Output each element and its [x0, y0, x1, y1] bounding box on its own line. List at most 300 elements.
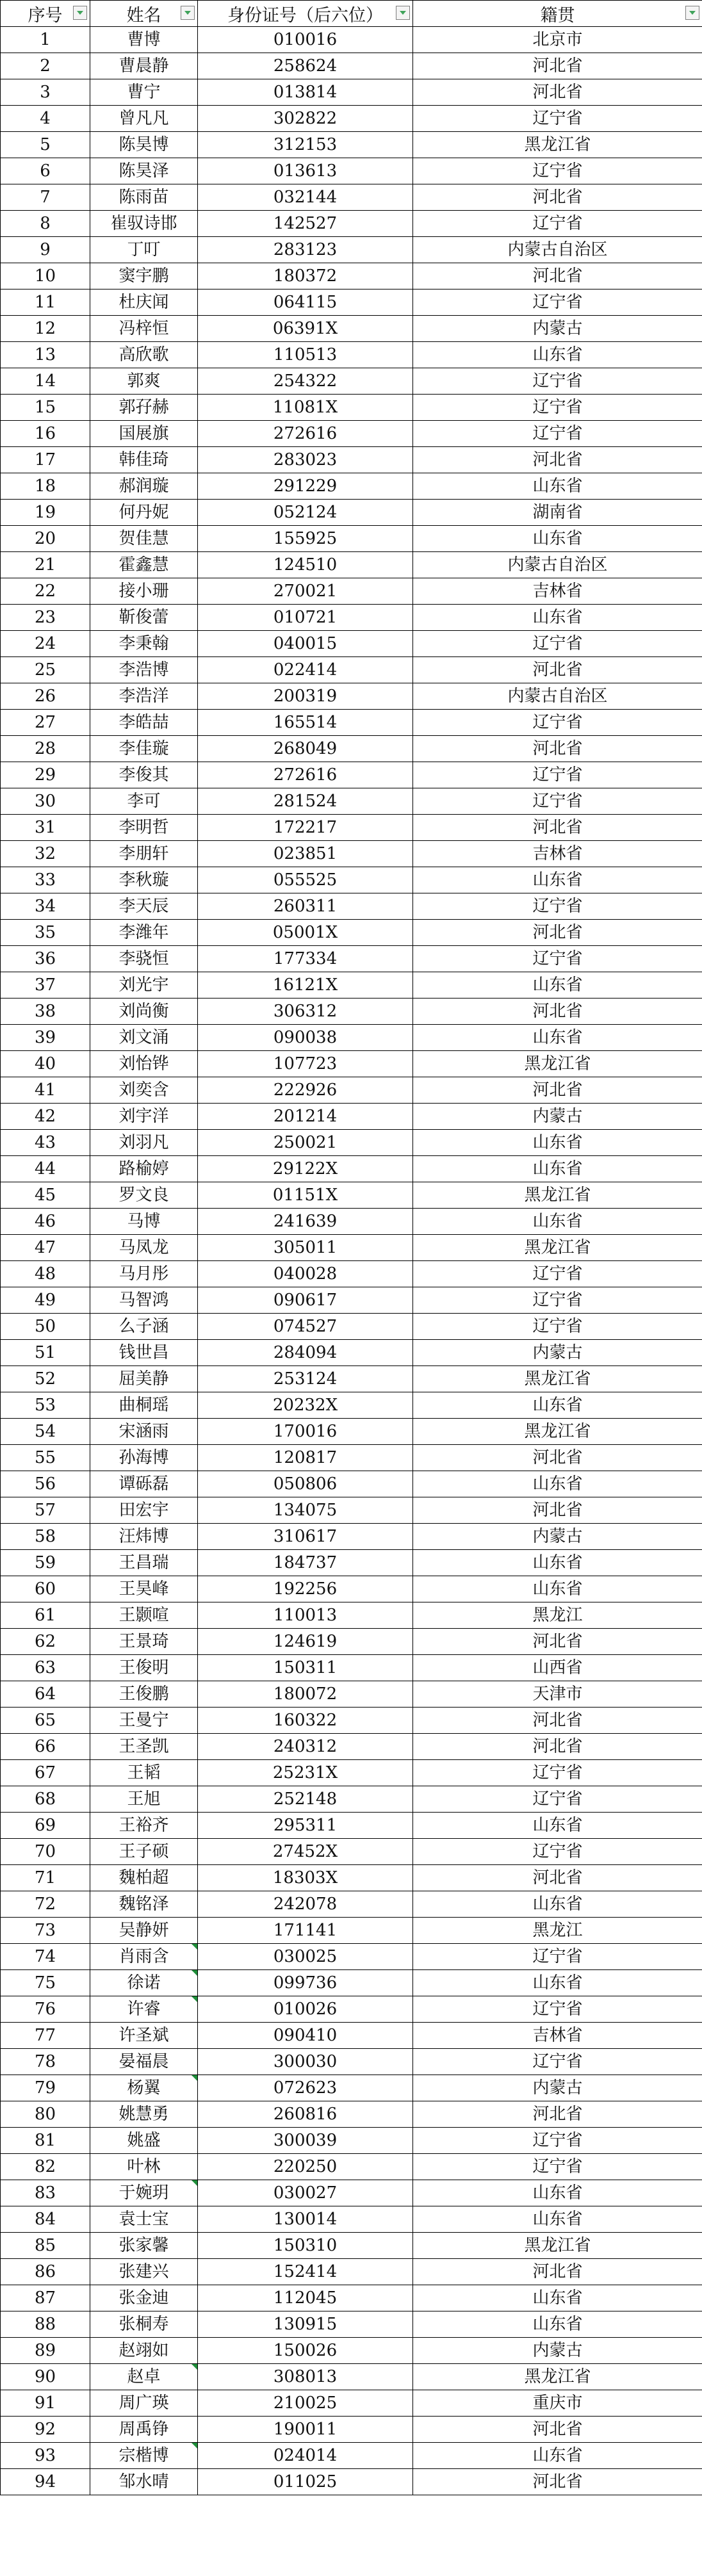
- cell-id[interactable]: [198, 1261, 413, 1287]
- cell-index[interactable]: [1, 1497, 90, 1524]
- cell-index[interactable]: [1, 1576, 90, 1602]
- cell-id[interactable]: [198, 657, 413, 683]
- cell-name[interactable]: [90, 1392, 198, 1419]
- cell-origin[interactable]: [413, 132, 702, 158]
- cell-id[interactable]: [198, 631, 413, 657]
- cell-index[interactable]: [1, 683, 90, 710]
- cell-index[interactable]: [1, 79, 90, 106]
- cell-index[interactable]: [1, 106, 90, 132]
- cell-origin[interactable]: [413, 1891, 702, 1918]
- cell-origin[interactable]: [413, 2101, 702, 2128]
- cell-index[interactable]: [1, 1235, 90, 1261]
- cell-name[interactable]: [90, 2469, 198, 2495]
- cell-name[interactable]: [90, 2311, 198, 2338]
- cell-origin[interactable]: [413, 1839, 702, 1865]
- cell-origin[interactable]: [413, 788, 702, 815]
- cell-id[interactable]: [198, 788, 413, 815]
- cell-index[interactable]: [1, 1392, 90, 1419]
- cell-name[interactable]: [90, 1891, 198, 1918]
- cell-id[interactable]: [198, 1996, 413, 2023]
- cell-name[interactable]: [90, 1182, 198, 1209]
- cell-origin[interactable]: [413, 2338, 702, 2364]
- cell-id[interactable]: [198, 1392, 413, 1419]
- cell-id[interactable]: [198, 1865, 413, 1891]
- cell-name[interactable]: [90, 2101, 198, 2128]
- cell-origin[interactable]: [413, 184, 702, 211]
- cell-origin[interactable]: [413, 1471, 702, 1497]
- cell-id[interactable]: [198, 2101, 413, 2128]
- cell-index[interactable]: [1, 2259, 90, 2285]
- cell-id[interactable]: [198, 1287, 413, 1314]
- cell-id[interactable]: [198, 2154, 413, 2180]
- cell-name[interactable]: [90, 788, 198, 815]
- cell-origin[interactable]: [413, 2364, 702, 2390]
- cell-id[interactable]: [198, 2443, 413, 2469]
- cell-index[interactable]: [1, 1839, 90, 1865]
- cell-id[interactable]: [198, 1419, 413, 1445]
- cell-id[interactable]: [198, 1734, 413, 1760]
- cell-origin[interactable]: [413, 395, 702, 421]
- cell-id[interactable]: [198, 920, 413, 946]
- cell-index[interactable]: [1, 2285, 90, 2311]
- cell-origin[interactable]: [413, 1524, 702, 1550]
- cell-name[interactable]: [90, 526, 198, 552]
- cell-id[interactable]: [198, 1051, 413, 1077]
- cell-id[interactable]: [198, 526, 413, 552]
- cell-origin[interactable]: [413, 2180, 702, 2206]
- cell-name[interactable]: [90, 27, 198, 53]
- cell-id[interactable]: [198, 762, 413, 788]
- cell-name[interactable]: [90, 316, 198, 342]
- cell-index[interactable]: [1, 2364, 90, 2390]
- cell-index[interactable]: [1, 920, 90, 946]
- cell-name[interactable]: [90, 1419, 198, 1445]
- cell-origin[interactable]: [413, 1025, 702, 1051]
- cell-name[interactable]: [90, 2390, 198, 2417]
- cell-origin[interactable]: [413, 999, 702, 1025]
- cell-name[interactable]: [90, 2075, 198, 2101]
- cell-origin[interactable]: [413, 1550, 702, 1576]
- cell-index[interactable]: [1, 263, 90, 289]
- cell-origin[interactable]: [413, 2285, 702, 2311]
- cell-origin[interactable]: [413, 1077, 702, 1104]
- cell-id[interactable]: [198, 447, 413, 473]
- cell-origin[interactable]: [413, 946, 702, 972]
- cell-index[interactable]: [1, 158, 90, 184]
- cell-name[interactable]: [90, 1104, 198, 1130]
- cell-id[interactable]: [198, 1629, 413, 1655]
- cell-name[interactable]: [90, 631, 198, 657]
- cell-id[interactable]: [198, 473, 413, 500]
- cell-id[interactable]: [198, 1077, 413, 1104]
- cell-name[interactable]: [90, 1051, 198, 1077]
- cell-id[interactable]: [198, 2417, 413, 2443]
- cell-origin[interactable]: [413, 27, 702, 53]
- cell-name[interactable]: [90, 106, 198, 132]
- cell-index[interactable]: [1, 1471, 90, 1497]
- cell-name[interactable]: [90, 1025, 198, 1051]
- cell-id[interactable]: [198, 1813, 413, 1839]
- cell-origin[interactable]: [413, 1865, 702, 1891]
- cell-origin[interactable]: [413, 972, 702, 999]
- cell-id[interactable]: [198, 2049, 413, 2075]
- cell-id[interactable]: [198, 841, 413, 867]
- cell-name[interactable]: [90, 1655, 198, 1681]
- cell-index[interactable]: [1, 1708, 90, 1734]
- cell-name[interactable]: [90, 2180, 198, 2206]
- cell-id[interactable]: [198, 2311, 413, 2338]
- cell-index[interactable]: [1, 1970, 90, 1996]
- cell-name[interactable]: [90, 2443, 198, 2469]
- cell-name[interactable]: [90, 500, 198, 526]
- cell-index[interactable]: [1, 893, 90, 920]
- cell-index[interactable]: [1, 657, 90, 683]
- cell-index[interactable]: [1, 946, 90, 972]
- cell-origin[interactable]: [413, 1970, 702, 1996]
- cell-index[interactable]: [1, 1340, 90, 1366]
- cell-id[interactable]: [198, 184, 413, 211]
- cell-id[interactable]: [198, 1681, 413, 1708]
- cell-index[interactable]: [1, 421, 90, 447]
- cell-origin[interactable]: [413, 2049, 702, 2075]
- cell-index[interactable]: [1, 2469, 90, 2495]
- cell-origin[interactable]: [413, 631, 702, 657]
- cell-name[interactable]: [90, 211, 198, 237]
- cell-index[interactable]: [1, 1865, 90, 1891]
- cell-origin[interactable]: [413, 1918, 702, 1944]
- cell-id[interactable]: [198, 53, 413, 79]
- cell-index[interactable]: [1, 1261, 90, 1287]
- cell-id[interactable]: [198, 2390, 413, 2417]
- cell-name[interactable]: [90, 946, 198, 972]
- cell-origin[interactable]: [413, 1786, 702, 1813]
- cell-index[interactable]: [1, 1629, 90, 1655]
- cell-origin[interactable]: [413, 710, 702, 736]
- cell-name[interactable]: [90, 368, 198, 395]
- cell-name[interactable]: [90, 1077, 198, 1104]
- cell-origin[interactable]: [413, 421, 702, 447]
- cell-name[interactable]: [90, 1918, 198, 1944]
- cell-id[interactable]: [198, 946, 413, 972]
- cell-index[interactable]: [1, 2128, 90, 2154]
- cell-id[interactable]: [198, 2469, 413, 2495]
- cell-origin[interactable]: [413, 1366, 702, 1392]
- cell-origin[interactable]: [413, 289, 702, 316]
- cell-index[interactable]: [1, 1681, 90, 1708]
- cell-id[interactable]: [198, 1471, 413, 1497]
- cell-origin[interactable]: [413, 2023, 702, 2049]
- cell-index[interactable]: [1, 2154, 90, 2180]
- cell-origin[interactable]: [413, 79, 702, 106]
- cell-origin[interactable]: [413, 2443, 702, 2469]
- cell-id[interactable]: [198, 1235, 413, 1261]
- cell-index[interactable]: [1, 132, 90, 158]
- cell-name[interactable]: [90, 1497, 198, 1524]
- cell-id[interactable]: [198, 1445, 413, 1471]
- cell-name[interactable]: [90, 1524, 198, 1550]
- cell-origin[interactable]: [413, 1261, 702, 1287]
- cell-origin[interactable]: [413, 2154, 702, 2180]
- cell-origin[interactable]: [413, 1235, 702, 1261]
- cell-id[interactable]: [198, 1314, 413, 1340]
- cell-id[interactable]: [198, 1104, 413, 1130]
- cell-id[interactable]: [198, 2233, 413, 2259]
- cell-id[interactable]: [198, 1182, 413, 1209]
- cell-index[interactable]: [1, 2338, 90, 2364]
- cell-name[interactable]: [90, 447, 198, 473]
- cell-id[interactable]: [198, 2023, 413, 2049]
- cell-id[interactable]: [198, 158, 413, 184]
- cell-id[interactable]: [198, 1497, 413, 1524]
- cell-index[interactable]: [1, 1734, 90, 1760]
- cell-name[interactable]: [90, 1366, 198, 1392]
- cell-name[interactable]: [90, 920, 198, 946]
- cell-origin[interactable]: [413, 2469, 702, 2495]
- cell-index[interactable]: [1, 53, 90, 79]
- cell-id[interactable]: [198, 552, 413, 578]
- cell-id[interactable]: [198, 893, 413, 920]
- cell-origin[interactable]: [413, 1209, 702, 1235]
- cell-name[interactable]: [90, 184, 198, 211]
- cell-index[interactable]: [1, 2311, 90, 2338]
- cell-origin[interactable]: [413, 500, 702, 526]
- cell-origin[interactable]: [413, 53, 702, 79]
- cell-name[interactable]: [90, 972, 198, 999]
- cell-name[interactable]: [90, 736, 198, 762]
- cell-index[interactable]: [1, 1655, 90, 1681]
- cell-index[interactable]: [1, 710, 90, 736]
- cell-origin[interactable]: [413, 552, 702, 578]
- cell-name[interactable]: [90, 1681, 198, 1708]
- cell-name[interactable]: [90, 342, 198, 368]
- cell-index[interactable]: [1, 342, 90, 368]
- cell-name[interactable]: [90, 1130, 198, 1156]
- cell-origin[interactable]: [413, 1419, 702, 1445]
- cell-origin[interactable]: [413, 158, 702, 184]
- cell-name[interactable]: [90, 1235, 198, 1261]
- cell-id[interactable]: [198, 1340, 413, 1366]
- cell-index[interactable]: [1, 2390, 90, 2417]
- cell-origin[interactable]: [413, 526, 702, 552]
- cell-name[interactable]: [90, 999, 198, 1025]
- cell-id[interactable]: [198, 1209, 413, 1235]
- cell-index[interactable]: [1, 289, 90, 316]
- cell-origin[interactable]: [413, 1813, 702, 1839]
- cell-index[interactable]: [1, 2049, 90, 2075]
- cell-index[interactable]: [1, 473, 90, 500]
- cell-name[interactable]: [90, 2364, 198, 2390]
- cell-id[interactable]: [198, 27, 413, 53]
- cell-index[interactable]: [1, 368, 90, 395]
- cell-name[interactable]: [90, 762, 198, 788]
- cell-origin[interactable]: [413, 762, 702, 788]
- cell-name[interactable]: [90, 421, 198, 447]
- cell-origin[interactable]: [413, 1051, 702, 1077]
- cell-origin[interactable]: [413, 1996, 702, 2023]
- cell-origin[interactable]: [413, 605, 702, 631]
- cell-name[interactable]: [90, 1786, 198, 1813]
- cell-name[interactable]: [90, 1865, 198, 1891]
- cell-name[interactable]: [90, 1813, 198, 1839]
- cell-index[interactable]: [1, 526, 90, 552]
- cell-name[interactable]: [90, 1734, 198, 1760]
- cell-id[interactable]: [198, 1944, 413, 1970]
- cell-name[interactable]: [90, 552, 198, 578]
- cell-name[interactable]: [90, 657, 198, 683]
- cell-index[interactable]: [1, 1524, 90, 1550]
- cell-index[interactable]: [1, 578, 90, 605]
- cell-id[interactable]: [198, 1130, 413, 1156]
- cell-origin[interactable]: [413, 2206, 702, 2233]
- cell-name[interactable]: [90, 53, 198, 79]
- cell-name[interactable]: [90, 79, 198, 106]
- cell-index[interactable]: [1, 867, 90, 893]
- cell-name[interactable]: [90, 2338, 198, 2364]
- cell-id[interactable]: [198, 736, 413, 762]
- cell-origin[interactable]: [413, 1156, 702, 1182]
- cell-index[interactable]: [1, 316, 90, 342]
- cell-name[interactable]: [90, 1970, 198, 1996]
- cell-origin[interactable]: [413, 815, 702, 841]
- cell-id[interactable]: [198, 106, 413, 132]
- cell-index[interactable]: [1, 788, 90, 815]
- cell-origin[interactable]: [413, 1497, 702, 1524]
- cell-index[interactable]: [1, 1602, 90, 1629]
- cell-origin[interactable]: [413, 2233, 702, 2259]
- cell-name[interactable]: [90, 1209, 198, 1235]
- cell-index[interactable]: [1, 2101, 90, 2128]
- cell-name[interactable]: [90, 1445, 198, 1471]
- cell-name[interactable]: [90, 289, 198, 316]
- cell-index[interactable]: [1, 395, 90, 421]
- cell-origin[interactable]: [413, 368, 702, 395]
- cell-index[interactable]: [1, 1051, 90, 1077]
- cell-index[interactable]: [1, 1419, 90, 1445]
- cell-id[interactable]: [198, 1602, 413, 1629]
- cell-origin[interactable]: [413, 2128, 702, 2154]
- cell-id[interactable]: [198, 710, 413, 736]
- cell-index[interactable]: [1, 1944, 90, 1970]
- cell-origin[interactable]: [413, 2259, 702, 2285]
- cell-name[interactable]: [90, 1156, 198, 1182]
- cell-id[interactable]: [198, 1576, 413, 1602]
- cell-origin[interactable]: [413, 1314, 702, 1340]
- cell-id[interactable]: [198, 316, 413, 342]
- cell-origin[interactable]: [413, 736, 702, 762]
- cell-index[interactable]: [1, 500, 90, 526]
- cell-name[interactable]: [90, 1602, 198, 1629]
- cell-index[interactable]: [1, 27, 90, 53]
- cell-id[interactable]: [198, 2364, 413, 2390]
- cell-id[interactable]: [198, 289, 413, 316]
- cell-name[interactable]: [90, 893, 198, 920]
- cell-id[interactable]: [198, 1366, 413, 1392]
- cell-index[interactable]: [1, 1918, 90, 1944]
- cell-index[interactable]: [1, 1209, 90, 1235]
- cell-index[interactable]: [1, 552, 90, 578]
- cell-name[interactable]: [90, 815, 198, 841]
- cell-origin[interactable]: [413, 2417, 702, 2443]
- cell-id[interactable]: [198, 683, 413, 710]
- cell-index[interactable]: [1, 2233, 90, 2259]
- filter-dropdown-icon[interactable]: [396, 6, 410, 20]
- cell-name[interactable]: [90, 710, 198, 736]
- cell-origin[interactable]: [413, 211, 702, 237]
- cell-origin[interactable]: [413, 841, 702, 867]
- cell-name[interactable]: [90, 1550, 198, 1576]
- cell-id[interactable]: [198, 815, 413, 841]
- cell-name[interactable]: [90, 2417, 198, 2443]
- cell-index[interactable]: [1, 1996, 90, 2023]
- cell-id[interactable]: [198, 263, 413, 289]
- cell-name[interactable]: [90, 2023, 198, 2049]
- cell-origin[interactable]: [413, 1392, 702, 1419]
- cell-name[interactable]: [90, 1340, 198, 1366]
- cell-name[interactable]: [90, 1996, 198, 2023]
- cell-name[interactable]: [90, 867, 198, 893]
- cell-id[interactable]: [198, 1786, 413, 1813]
- cell-index[interactable]: [1, 1550, 90, 1576]
- cell-index[interactable]: [1, 447, 90, 473]
- cell-name[interactable]: [90, 2285, 198, 2311]
- cell-id[interactable]: [198, 605, 413, 631]
- cell-origin[interactable]: [413, 1734, 702, 1760]
- cell-origin[interactable]: [413, 1629, 702, 1655]
- cell-name[interactable]: [90, 605, 198, 631]
- cell-name[interactable]: [90, 1576, 198, 1602]
- cell-id[interactable]: [198, 972, 413, 999]
- cell-name[interactable]: [90, 263, 198, 289]
- cell-name[interactable]: [90, 2154, 198, 2180]
- cell-origin[interactable]: [413, 1655, 702, 1681]
- cell-name[interactable]: [90, 1261, 198, 1287]
- cell-origin[interactable]: [413, 1576, 702, 1602]
- cell-origin[interactable]: [413, 1104, 702, 1130]
- cell-index[interactable]: [1, 736, 90, 762]
- cell-name[interactable]: [90, 237, 198, 263]
- cell-origin[interactable]: [413, 1182, 702, 1209]
- cell-name[interactable]: [90, 2128, 198, 2154]
- cell-index[interactable]: [1, 1813, 90, 1839]
- cell-id[interactable]: [198, 1708, 413, 1734]
- cell-name[interactable]: [90, 2206, 198, 2233]
- cell-index[interactable]: [1, 1314, 90, 1340]
- cell-id[interactable]: [198, 500, 413, 526]
- cell-id[interactable]: [198, 421, 413, 447]
- cell-index[interactable]: [1, 815, 90, 841]
- cell-index[interactable]: [1, 237, 90, 263]
- cell-index[interactable]: [1, 1786, 90, 1813]
- cell-index[interactable]: [1, 841, 90, 867]
- cell-id[interactable]: [198, 395, 413, 421]
- cell-index[interactable]: [1, 605, 90, 631]
- cell-origin[interactable]: [413, 447, 702, 473]
- cell-id[interactable]: [198, 1891, 413, 1918]
- cell-origin[interactable]: [413, 1760, 702, 1786]
- cell-origin[interactable]: [413, 1681, 702, 1708]
- cell-name[interactable]: [90, 2049, 198, 2075]
- cell-index[interactable]: [1, 1366, 90, 1392]
- cell-index[interactable]: [1, 2417, 90, 2443]
- cell-index[interactable]: [1, 1130, 90, 1156]
- cell-index[interactable]: [1, 1760, 90, 1786]
- cell-origin[interactable]: [413, 893, 702, 920]
- cell-index[interactable]: [1, 1287, 90, 1314]
- cell-index[interactable]: [1, 762, 90, 788]
- cell-index[interactable]: [1, 1445, 90, 1471]
- cell-id[interactable]: [198, 2206, 413, 2233]
- cell-id[interactable]: [198, 867, 413, 893]
